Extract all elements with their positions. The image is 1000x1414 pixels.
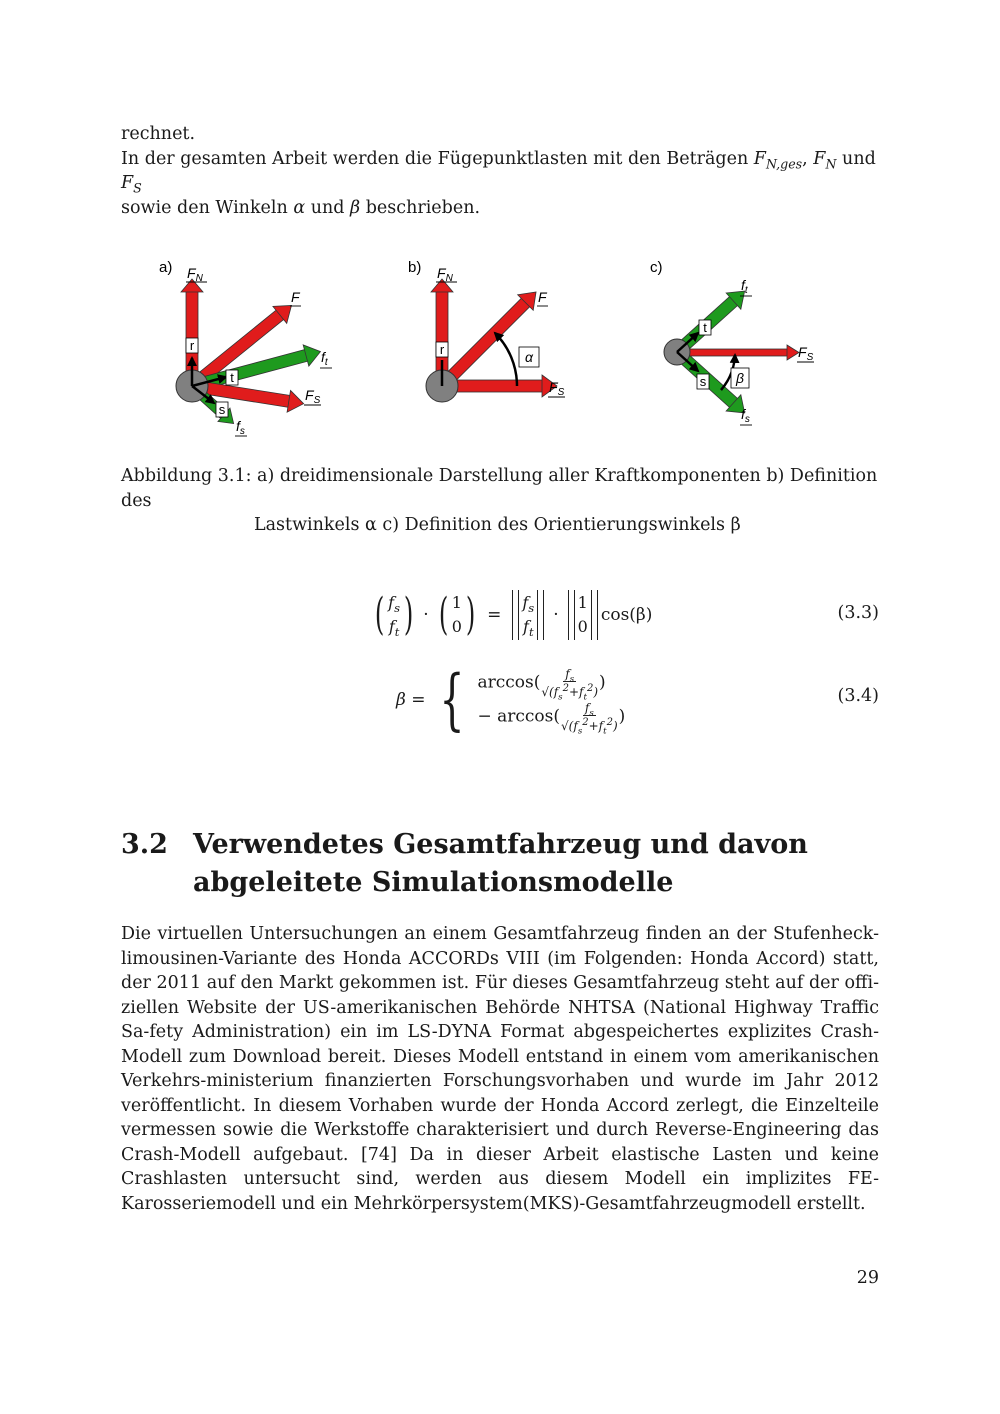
eq33-cos: cos(β) [600,605,653,625]
label-F-b: F [538,289,547,305]
section-title-line-1: Verwendetes Gesamtfahrzeug und davon [193,829,808,860]
symbol-FNges: $F_{N,ges}$ [753,148,803,171]
alpha-arc [495,333,517,386]
symbol-alpha: α [293,197,306,218]
eq34-case-1: arccos( [477,672,541,693]
panel-a-tag: a) [159,259,173,276]
equation-3-3: ( $f_s$ $f_t$ ) · ( 1 0 ) = $f_s$ $f_t$ · 1 0 cos(β) (3.3) [374,589,879,640]
body-paragraph: Die virtuellen Untersuchungen an einem Gesamtfahrzeug finden an der Stufenheck-limousinen-Variante des Honda ACCORDs VIII (im Folgenden: Honda Accord) statt, der 2011 auf den Markt gekommen ist. Für dieses Gesamtfahrzeug steht auf der offi-ziellen Website der US-amerikanischen Behörde NHTSA (National Highway Traffic Sa-fety Administration) ein im LS-DYNA Format abgespeichertes explizites Crash-Modell zum Download bereit. Dieses Modell entstand in einem vom amerikanischen Verkehrs-ministerium finanzierten Forschungsvorhaben und wurde im Jahr 2012 veröffentlicht. In diesem Vorhaben wurde der Honda Accord zerlegt, die Einzelteile vermessen sowie die Werkstoffe charakterisiert und durch Reverse-Engineering das Crash-Modell aufgebaut. [74] Da in dieser Arbeit elastische Lasten und keine Crashlasten untersucht sind, werden aus diesem Modell ein implizites FE-Karosseriemodell und ein Mehrkörpersystem(MKS)-Gesamtfahrzeugmodell erstellt. [121,924,879,1214]
caption-line-2: Lastwinkels α c) Definition des Orientierungswinkels β [254,515,741,535]
label-FS-a: $F_S$ [305,387,321,406]
label-FN-b: $F_N$ [437,265,453,284]
eq34-case-2: − arccos( [477,706,561,727]
box-alpha-b: α [525,349,533,365]
panel-b-tag: b) [408,259,422,276]
arrow-FS-c [677,345,799,360]
section-number: 3.2 [121,829,168,860]
section-heading [121,826,879,902]
eq34-number: (3.4) [837,686,879,706]
label-F-a: F [291,289,300,305]
symbol-FS: $F_S$ [121,173,142,196]
panel-a [159,259,332,437]
panel-c [650,259,814,425]
symbol-FN: $F_N$ [813,148,837,171]
intro-line-1: rechnet. [121,124,196,144]
equation-3-4: β = { arccos( $\frac{f_s}{√(f_s^2+f_t^2)}$ ) − arccos( $\frac{f_s}{√(f_s^2+f_t^2)}$ ) (3.4) [396,661,879,738]
label-fs-a: $f_s$ [236,418,245,437]
symbol-beta: β [350,197,361,218]
box-r-a: r [189,338,195,353]
label-ft-c: $f_t$ [741,277,748,296]
label-FS-c: $F_S$ [798,344,814,363]
label-ft-a: $f_t$ [321,349,328,368]
intro-line-3: sowie den Winkeln α und β beschrieben. [121,197,481,218]
page-number: 29 [856,1268,879,1288]
box-t-a: t [230,370,234,385]
box-t-c: t [703,320,707,335]
label-FN-a: $F_N$ [187,265,203,284]
arrow-FS-b [442,375,557,397]
eq33-number: (3.3) [837,603,879,623]
figure-force-components [121,250,879,440]
caption-line-1: Abbildung 3.1: a) dreidimensionale Darstellung aller Kraftkomponenten b) Definition des [121,466,878,511]
panel-c-tag: c) [650,259,663,276]
section-title-line-2: abgeleitete Simulationsmodelle [193,867,674,898]
box-s-c: s [699,374,707,389]
label-FS-b: $F_S$ [549,379,565,398]
panel-b [408,259,565,402]
box-beta-c: β [736,370,744,386]
box-r-b: r [439,342,445,357]
intro-text: In der gesamten Arbeit werden die Fügepunktlasten mit den Beträgen [121,148,754,169]
label-fs-c: $f_s$ [741,406,750,425]
intro-paragraph [121,122,879,220]
eq34-lhs: β = [396,690,426,710]
box-s-a: s [218,402,226,417]
figure-caption [121,464,879,538]
intro-line-2: In der gesamten Arbeit werden die Fügepunktlasten mit den Beträgen $F_{N,ges}$, $F_N$ und $F_S$ [121,148,876,196]
